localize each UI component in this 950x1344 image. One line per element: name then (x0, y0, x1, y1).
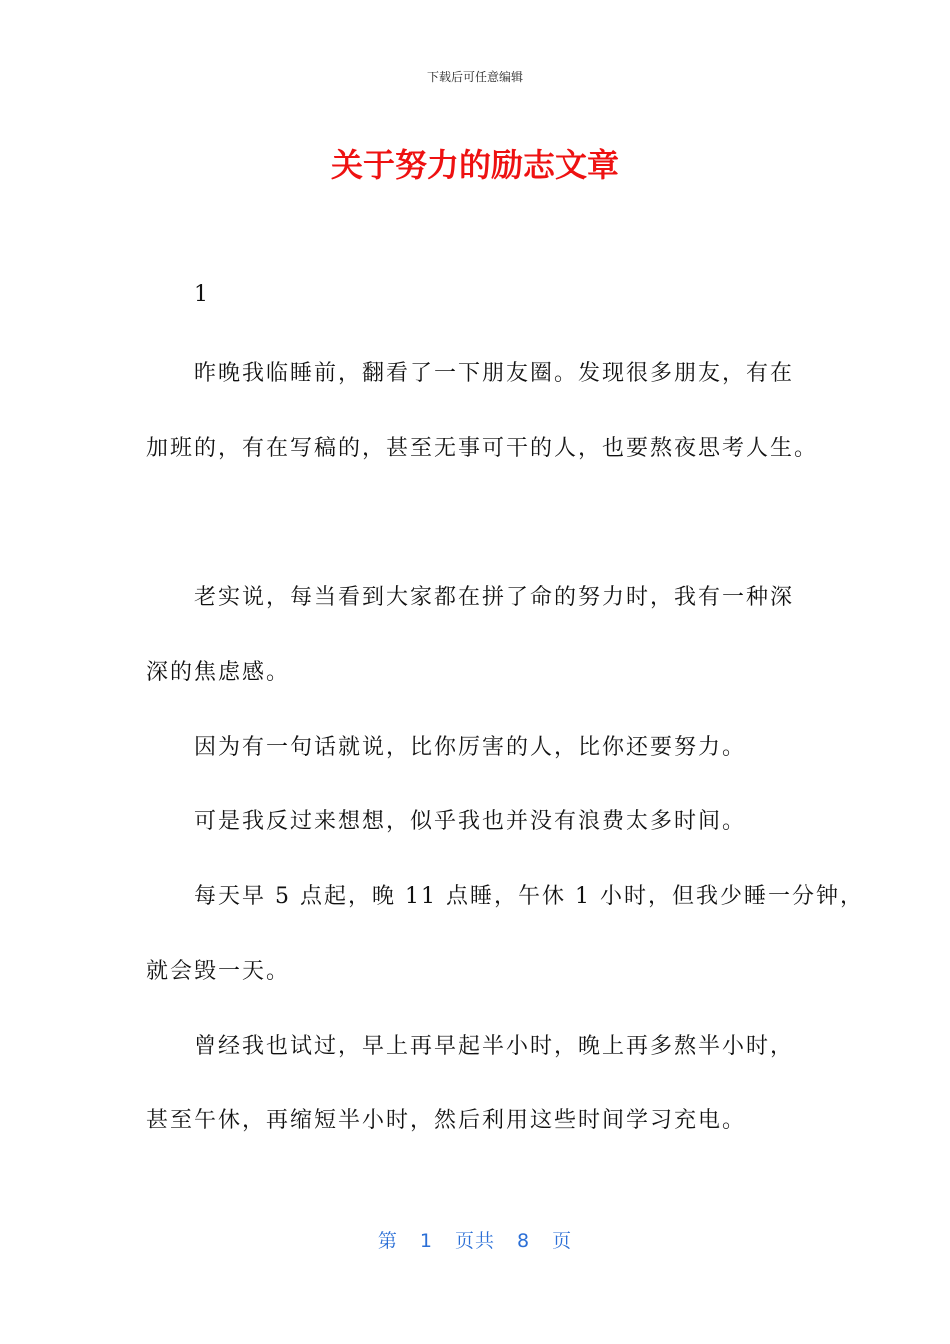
page-footer (0, 1226, 950, 1253)
footer-current-page: 1 (419, 1230, 433, 1252)
footer-suffix: 页 (552, 1230, 573, 1252)
footer-prefix: 第 (377, 1230, 398, 1252)
paragraph-line: 甚至午休，再缩短半小时，然后利用这些时间学习充电。 (146, 1108, 747, 1133)
header-note: 下载后可任意编辑 (426, 70, 523, 84)
paragraph-line: 就会毁一天。 (146, 959, 291, 984)
paragraph-line: 深的焦虑感。 (146, 660, 291, 685)
paragraph-line: 加班的，有在写稿的，甚至无事可干的人，也要熬夜思考人生。 (146, 436, 819, 461)
paragraph-line: 曾经我也试过，早上再早起半小时，晚上再多熬半小时， (194, 1034, 795, 1059)
footer-total-pages: 8 (517, 1230, 531, 1252)
paragraph-line: 老实说，每当看到大家都在拼了命的努力时，我有一种深 (194, 585, 795, 610)
footer-middle: 页共 (454, 1230, 495, 1252)
document-title: 关于努力的励志文章 (330, 146, 619, 184)
paragraph-line: 因为有一句话就说，比你厉害的人，比你还要努力。 (194, 735, 747, 760)
paragraph-line: 可是我反过来想想，似乎我也并没有浪费太多时间。 (194, 809, 747, 834)
paragraph-line: 昨晚我临睡前，翻看了一下朋友圈。发现很多朋友，有在 (194, 361, 795, 386)
section-number: 1 (194, 282, 210, 307)
paragraph-line: 每天早 5 点起，晚 11 点睡，午休 1 小时，但我少睡一分钟， (194, 884, 864, 909)
